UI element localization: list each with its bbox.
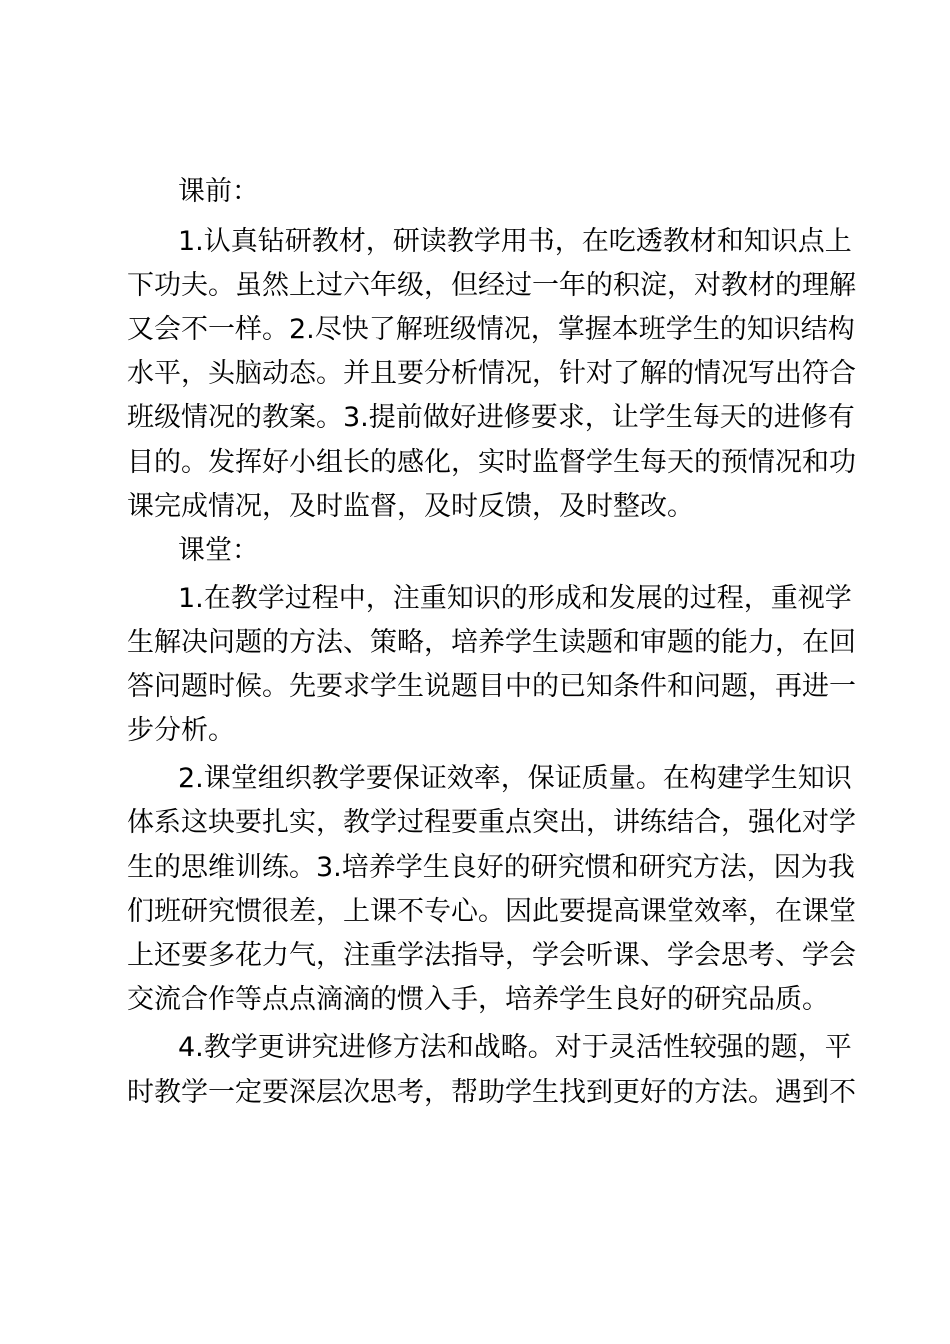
paragraph-line: 体系这块要扎实，教学过程要重点突出，讲练结合，强化对学: [127, 807, 856, 838]
paragraph-line: 生解决问题的方法、策略，培养学生读题和审题的能力，在回: [127, 627, 856, 658]
paragraph-line: 上还要多花力气，注重学法指导，学会听课、学会思考、学会: [127, 940, 856, 971]
paragraph-line: 1.认真钻研教材，研读教学用书，在吃透教材和知识点上: [178, 226, 852, 257]
paragraph-line: 1.在教学过程中，注重知识的形成和发展的过程，重视学: [178, 583, 852, 614]
section-heading-classroom: 课堂：: [178, 535, 259, 566]
paragraph-line: 时教学一定要深层次思考，帮助学生找到更好的方法。遇到不: [127, 1077, 856, 1108]
paragraph-line: 水平，头脑动态。并且要分析情况，针对了解的情况写出符合: [127, 358, 856, 389]
paragraph-line: 生的思维训练。3.培养学生良好的研究惯和研究方法，因为我: [127, 852, 855, 883]
paragraph-line: 交流合作等点点滴滴的惯入手，培养学生良好的研究品质。: [127, 984, 829, 1015]
paragraph-line: 答问题时候。先要求学生说题目中的已知条件和问题，再进一: [127, 671, 856, 702]
paragraph-line: 目的。发挥好小组长的感化，实时监督学生每天的预情况和功: [127, 447, 856, 478]
paragraph-line: 2.课堂组织教学要保证效率，保证质量。在构建学生知识: [178, 763, 852, 794]
paragraph-line: 班级情况的教案。3.提前做好进修要求，让学生每天的进修有: [127, 402, 855, 433]
paragraph-line: 又会不一样。2.尽快了解班级情况，掌握本班学生的知识结构: [127, 314, 855, 345]
paragraph-line: 下功夫。虽然上过六年级，但经过一年的积淀，对教材的理解: [127, 270, 856, 301]
paragraph-line: 们班研究惯很差，上课不专心。因此要提高课堂效率，在课堂: [127, 896, 856, 927]
paragraph-line: 步分析。: [127, 715, 235, 746]
section-heading-before-class: 课前：: [178, 176, 259, 207]
paragraph-line: 4.教学更讲究进修方法和战略。对于灵活性较强的题，平: [178, 1032, 852, 1063]
paragraph-line: 课完成情况，及时监督，及时反馈，及时整改。: [127, 491, 694, 522]
